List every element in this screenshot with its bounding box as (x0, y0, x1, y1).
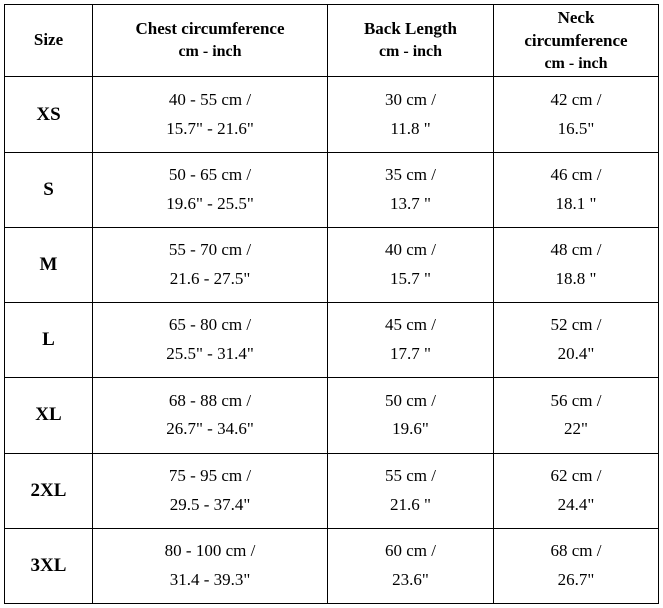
cell-size: M (5, 227, 93, 302)
column-header-neck-label2: circumference (524, 30, 628, 50)
cell-neck-inch: 18.1 " (555, 193, 597, 213)
cell-neck-cm: 48 cm / (550, 240, 602, 260)
cell-back-length-inch: 23.6" (392, 569, 429, 589)
table-row (5, 528, 659, 603)
cell-size: XL (5, 378, 93, 453)
column-header-neck-units: cm - inch (544, 54, 608, 72)
table-row (5, 227, 659, 302)
cell-back-length (328, 227, 494, 302)
cell-back-length-cm: 50 cm / (385, 390, 436, 410)
cell-size: L (5, 303, 93, 378)
cell-chest (93, 227, 328, 302)
cell-chest-inch: 31.4 - 39.3" (169, 569, 251, 589)
cell-chest (93, 378, 328, 453)
cell-back-length-inch: 21.6 " (390, 494, 431, 514)
cell-chest-cm: 55 - 70 cm / (168, 240, 252, 260)
cell-chest-cm: 80 - 100 cm / (164, 541, 256, 560)
cell-size: S (5, 152, 93, 227)
cell-neck (494, 528, 659, 603)
cell-back-length (328, 453, 494, 528)
cell-back-length-cm: 60 cm / (385, 541, 436, 560)
cell-chest-inch: 25.5" - 31.4" (166, 344, 254, 364)
cell-chest-cm: 50 - 65 cm / (168, 164, 252, 184)
cell-back-length-cm: 30 cm / (385, 89, 436, 109)
cell-back-length-inch: 15.7 " (390, 269, 431, 289)
cell-chest-cm: 68 - 88 cm / (168, 390, 252, 410)
cell-chest (93, 453, 328, 528)
column-header-chest (93, 5, 328, 77)
cell-chest-inch: 15.7" - 21.6" (166, 118, 254, 138)
cell-back-length-cm: 45 cm / (385, 315, 436, 335)
cell-back-length (328, 528, 494, 603)
cell-back-length-cm: 55 cm / (385, 465, 436, 485)
cell-back-length-inch: 19.6" (392, 419, 429, 439)
cell-neck (494, 152, 659, 227)
table-header (5, 5, 659, 77)
cell-chest (93, 303, 328, 378)
cell-back-length (328, 303, 494, 378)
cell-chest-cm: 40 - 55 cm / (168, 89, 252, 109)
header-row (5, 5, 659, 77)
cell-chest-inch: 21.6 - 27.5" (169, 269, 251, 289)
cell-neck-inch: 20.4" (557, 344, 595, 364)
cell-chest (93, 77, 328, 152)
table-row (5, 152, 659, 227)
column-header-chest-label: Chest circumference (135, 19, 285, 39)
cell-neck-cm: 52 cm / (550, 315, 602, 335)
size-chart-table (4, 4, 659, 604)
column-header-back-length (328, 5, 494, 77)
table-row (5, 453, 659, 528)
column-header-back-length-label: Back Length (363, 19, 458, 39)
cell-neck-inch: 26.7" (557, 569, 595, 589)
cell-chest-cm: 75 - 95 cm / (168, 465, 252, 485)
cell-neck-cm: 62 cm / (550, 465, 602, 485)
cell-back-length (328, 152, 494, 227)
cell-back-length-inch: 17.7 " (390, 344, 431, 364)
cell-back-length-inch: 11.8 " (390, 118, 431, 138)
cell-back-length (328, 77, 494, 152)
table-body (5, 77, 659, 604)
cell-neck-inch: 22" (564, 419, 588, 439)
cell-size: 2XL (5, 453, 93, 528)
column-header-neck (494, 5, 659, 77)
cell-neck-cm: 42 cm / (550, 89, 602, 109)
cell-neck (494, 77, 659, 152)
cell-neck (494, 227, 659, 302)
cell-back-length (328, 378, 494, 453)
table-row (5, 378, 659, 453)
cell-neck-inch: 24.4" (557, 494, 595, 514)
cell-neck (494, 303, 659, 378)
cell-chest-inch: 29.5 - 37.4" (169, 494, 251, 514)
table-row (5, 77, 659, 152)
cell-neck (494, 378, 659, 453)
cell-back-length-cm: 40 cm / (385, 240, 436, 260)
cell-chest-inch: 19.6" - 25.5" (166, 193, 254, 213)
column-header-neck-label: Neck (557, 8, 595, 27)
cell-chest (93, 528, 328, 603)
cell-neck-cm: 56 cm / (550, 390, 602, 410)
cell-neck-cm: 46 cm / (550, 164, 602, 184)
column-header-size-label: Size (33, 30, 64, 50)
cell-size: XS (5, 77, 93, 152)
cell-neck-inch: 16.5" (557, 118, 595, 138)
cell-chest-cm: 65 - 80 cm / (168, 315, 252, 335)
cell-size: 3XL (5, 528, 93, 603)
cell-chest-inch: 26.7" - 34.6" (166, 419, 254, 439)
cell-neck (494, 453, 659, 528)
column-header-size (5, 5, 93, 77)
table-row (5, 303, 659, 378)
cell-neck-inch: 18.8 " (555, 269, 597, 289)
cell-neck-cm: 68 cm / (550, 541, 602, 560)
cell-back-length-cm: 35 cm / (385, 164, 436, 184)
cell-back-length-inch: 13.7 " (390, 193, 431, 213)
column-header-chest-units: cm - inch (178, 43, 242, 61)
cell-chest (93, 152, 328, 227)
column-header-back-length-units: cm - inch (378, 43, 443, 61)
